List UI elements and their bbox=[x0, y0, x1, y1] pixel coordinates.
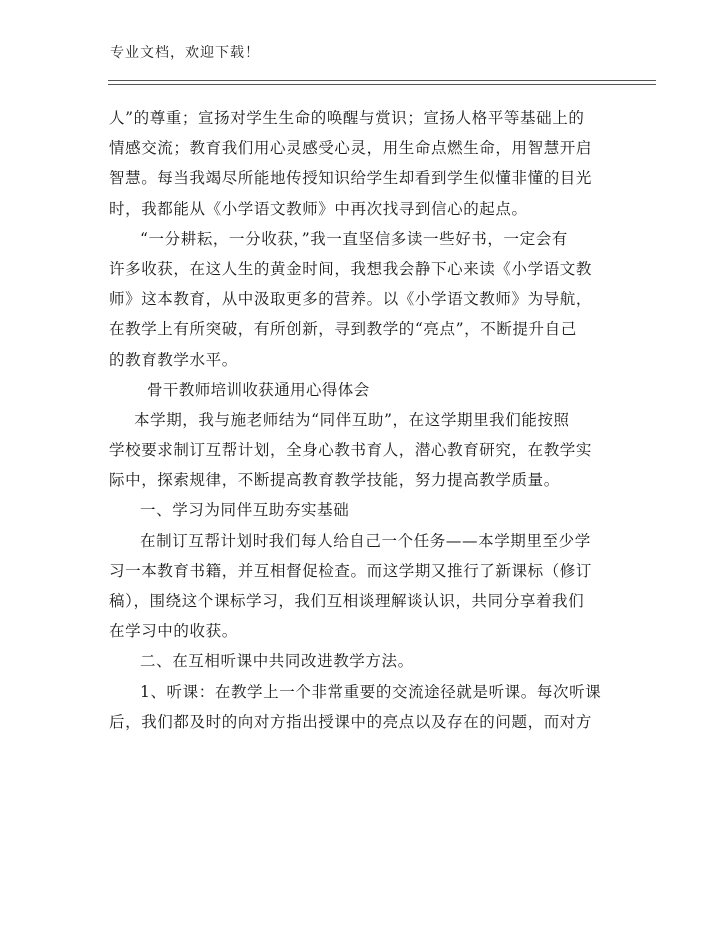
paragraph-line: 在学习中的收获。 bbox=[109, 622, 238, 641]
paragraph-line: 稿），围绕这个课标学习，我们互相谈理解谈认识，共同分享着我们 bbox=[109, 592, 585, 610]
paragraph-line: 在教学上有所突破，有所创新，寻到教学的“亮点”，不断提升自己 bbox=[109, 320, 577, 339]
header-rule-top bbox=[108, 80, 656, 81]
header-rule-bottom bbox=[108, 84, 656, 85]
document-body bbox=[109, 103, 609, 737]
paragraph-line: 许多收获，在这人生的黄金时间，我想我会静下心来读《小学语文教 bbox=[109, 259, 593, 278]
paragraph-line: 在制订互帮计划时我们每人给自己一个任务——本学期里至少学 bbox=[140, 531, 591, 550]
section-heading-2: 二、在互相听课中共同改进教学方法。 bbox=[140, 652, 414, 671]
paragraph-line: 情感交流；教育我们用心灵感受心灵，用生命点燃生命，用智慧开启 bbox=[109, 139, 593, 158]
paragraph-line: 智慧。每当我竭尽所能地传授知识给学生却看到学生似懂非懂的目光 bbox=[109, 169, 593, 188]
paragraph-line: 后，我们都及时的向对方指出授课中的亮点以及存在的问题，而对方 bbox=[109, 712, 593, 731]
paragraph-line: 际中，探索规律，不断提高教育教学技能，努力提高教学质量。 bbox=[109, 471, 560, 490]
paragraph-line: 的教育教学水平。 bbox=[109, 350, 238, 369]
paragraph-line: “一分耕耘，一分收获，”我一直坚信多读一些好书，一定会有 bbox=[140, 229, 568, 248]
paragraph-line: 人”的尊重；宣扬对学生生命的唤醒与赏识；宣扬人格平等基础上的 bbox=[109, 109, 585, 127]
section-heading-1: 一、学习为同伴互助夯实基础 bbox=[140, 501, 350, 520]
article-title: 骨干教师培训收获通用心得体会 bbox=[147, 380, 370, 399]
paragraph-line: 时，我都能从《小学语文教师》中再次找寻到信心的起点。 bbox=[109, 199, 528, 218]
paragraph-line: 学校要求制订互帮计划，全身心教书育人，潜心教育研究，在教学实 bbox=[109, 441, 593, 460]
paragraph-line: 习一本教育书籍，并互相督促检查。而这学期又推行了新课标（修订 bbox=[109, 561, 593, 580]
page-header: 专业文档，欢迎下载！ bbox=[110, 45, 260, 61]
paragraph-line: 1、听课：在教学上一个非常重要的交流途径就是听课。每次听课 bbox=[140, 682, 602, 701]
paragraph-line: 师》这本教育，从中汲取更多的营养。以《小学语文教师》为导航， bbox=[109, 290, 593, 309]
paragraph-line: 本学期，我与施老师结为“同伴互助”，在这学期里我们能按照 bbox=[134, 410, 570, 429]
